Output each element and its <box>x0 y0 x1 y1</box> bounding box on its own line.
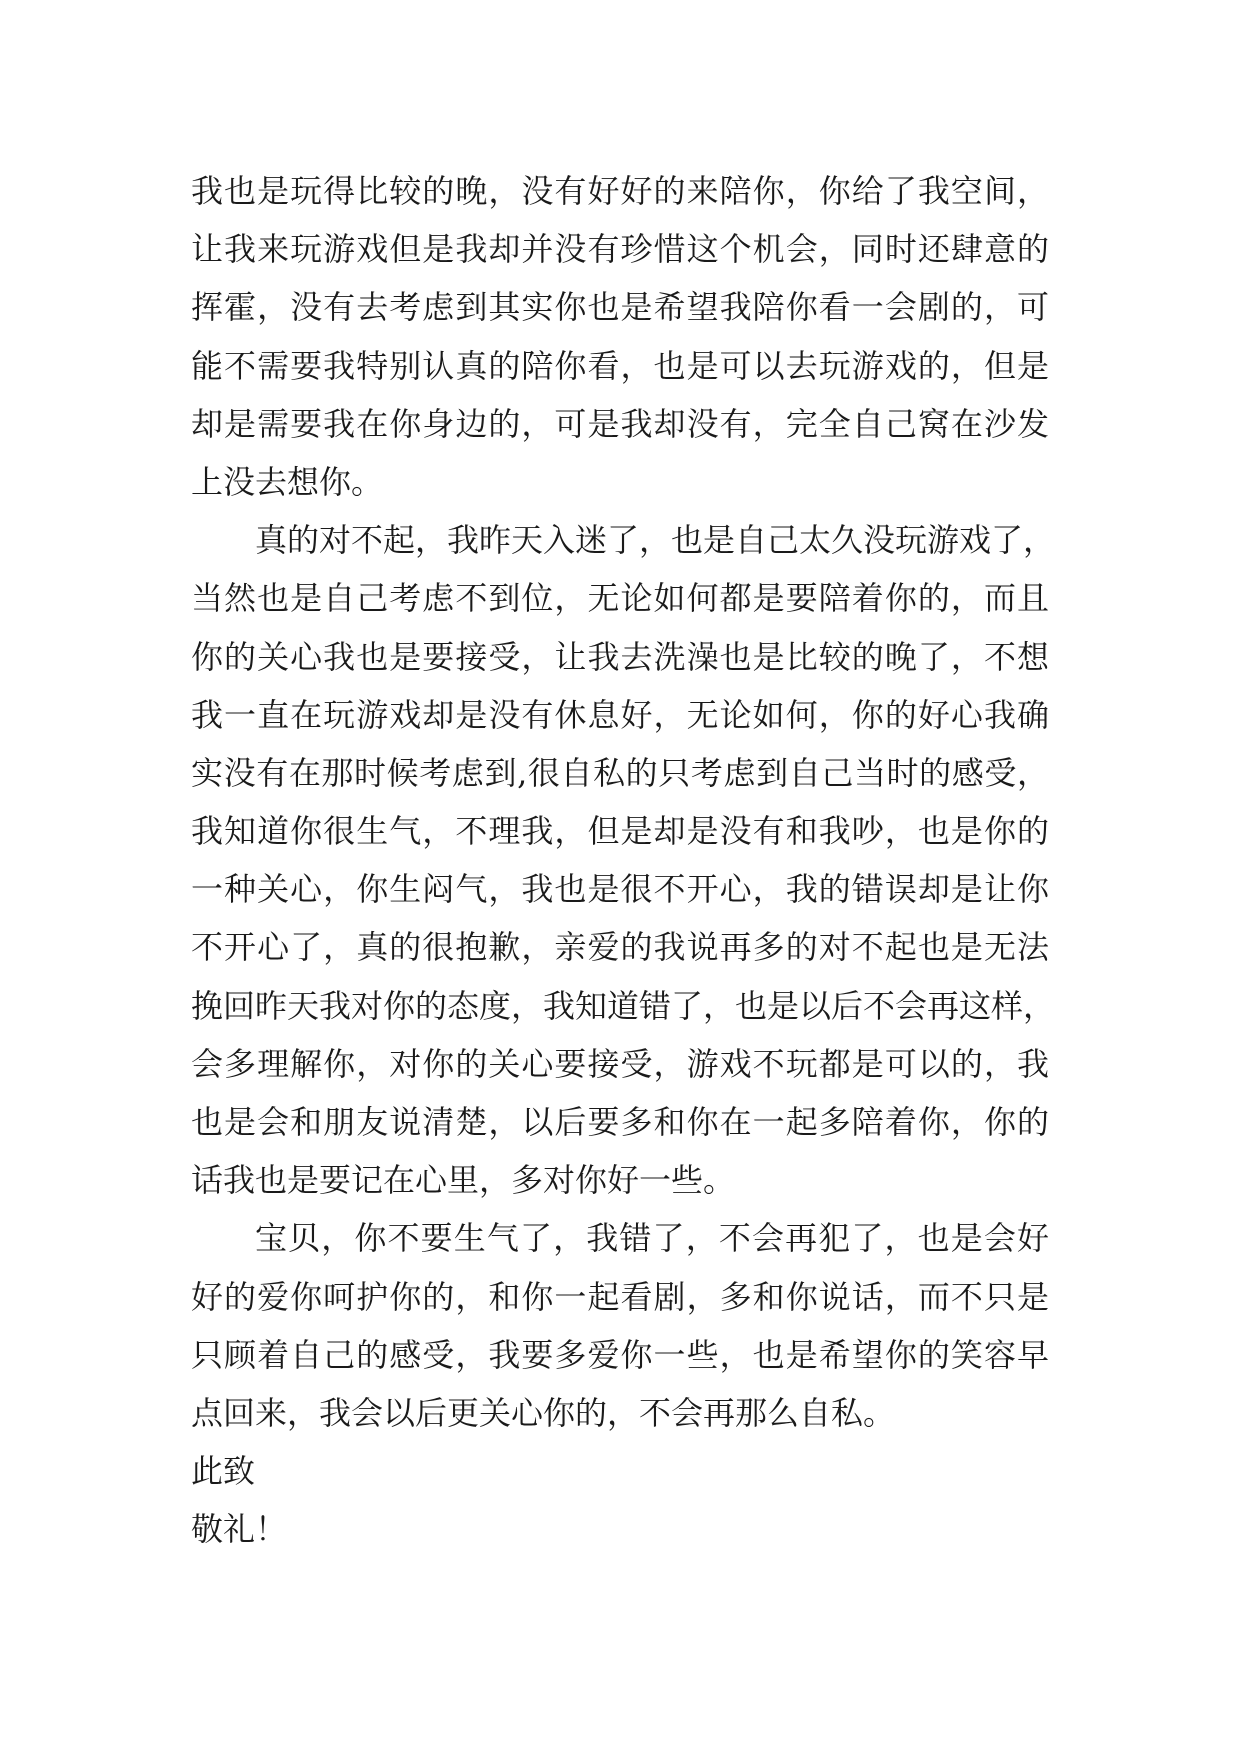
paragraph-2-line-12: 话我也是要记在心里，多对你好一些。 <box>191 1161 736 1200</box>
paragraph-2-line-9: 挽回昨天我对你的态度，我知道错了，也是以后不会再这样， <box>191 986 1056 1025</box>
paragraph-1-line-6: 上没去想你。 <box>191 462 384 501</box>
paragraph-3-line-4: 点回来，我会以后更关心你的，不会再那么自私。 <box>191 1393 896 1432</box>
closing-regards: 敬礼！ <box>191 1510 288 1549</box>
paragraph-2-line-10: 会多理解你，对你的关心要接受，游戏不玩都是可以的，我 <box>191 1044 1049 1083</box>
paragraph-3-line-2: 好的爱你呵护你的，和你一起看剧，多和你说话，而不只是 <box>191 1277 1049 1316</box>
letter-body <box>191 162 1056 1559</box>
paragraph-2-line-1: 真的对不起，我昨天入迷了，也是自己太久没玩游戏了， <box>255 521 1056 560</box>
paragraph-1-line-4: 能不需要我特别认真的陪你看，也是可以去玩游戏的，但是 <box>191 346 1049 385</box>
paragraph-2-line-4: 我一直在玩游戏却是没有休息好，无论如何，你的好心我确 <box>191 695 1049 734</box>
paragraph-1-line-5: 却是需要我在你身边的，可是我却没有，完全自己窝在沙发 <box>191 404 1049 443</box>
paragraph-1-line-3: 挥霍，没有去考虑到其实你也是希望我陪你看一会剧的，可 <box>191 288 1049 327</box>
paragraph-3-line-3: 只顾着自己的感受，我要多爱你一些，也是希望你的笑容早 <box>191 1335 1049 1374</box>
paragraph-2-line-6: 我知道你很生气，不理我，但是却是没有和我吵，也是你的 <box>191 812 1049 851</box>
paragraph-3-line-1: 宝贝，你不要生气了，我错了，不会再犯了，也是会好 <box>255 1219 1049 1258</box>
paragraph-2-line-11: 也是会和朋友说清楚，以后要多和你在一起多陪着你，你的 <box>191 1103 1049 1141</box>
paragraph-2-line-2: 当然也是自己考虑不到位，无论如何都是要陪着你的，而且 <box>191 579 1049 618</box>
paragraph-1-line-2: 让我来玩游戏但是我却并没有珍惜这个机会，同时还肆意的 <box>191 230 1049 269</box>
closing-salutation: 此致 <box>191 1452 256 1491</box>
paragraph-2-line-8: 不开心了，真的很抱歉，亲爱的我说再多的对不起也是无法 <box>191 928 1049 967</box>
paragraph-1-line-1: 我也是玩得比较的晚，没有好好的来陪你，你给了我空间， <box>191 172 1049 210</box>
paragraph-2-line-5: 实没有在那时候考虑到,很自私的只考虑到自己当时的感受， <box>191 753 1049 792</box>
paragraph-2-line-3: 你的关心我也是要接受，让我去洗澡也是比较的晚了，不想 <box>191 637 1049 676</box>
paragraph-2-line-7: 一种关心，你生闷气，我也是很不开心，我的错误却是让你 <box>191 870 1049 909</box>
